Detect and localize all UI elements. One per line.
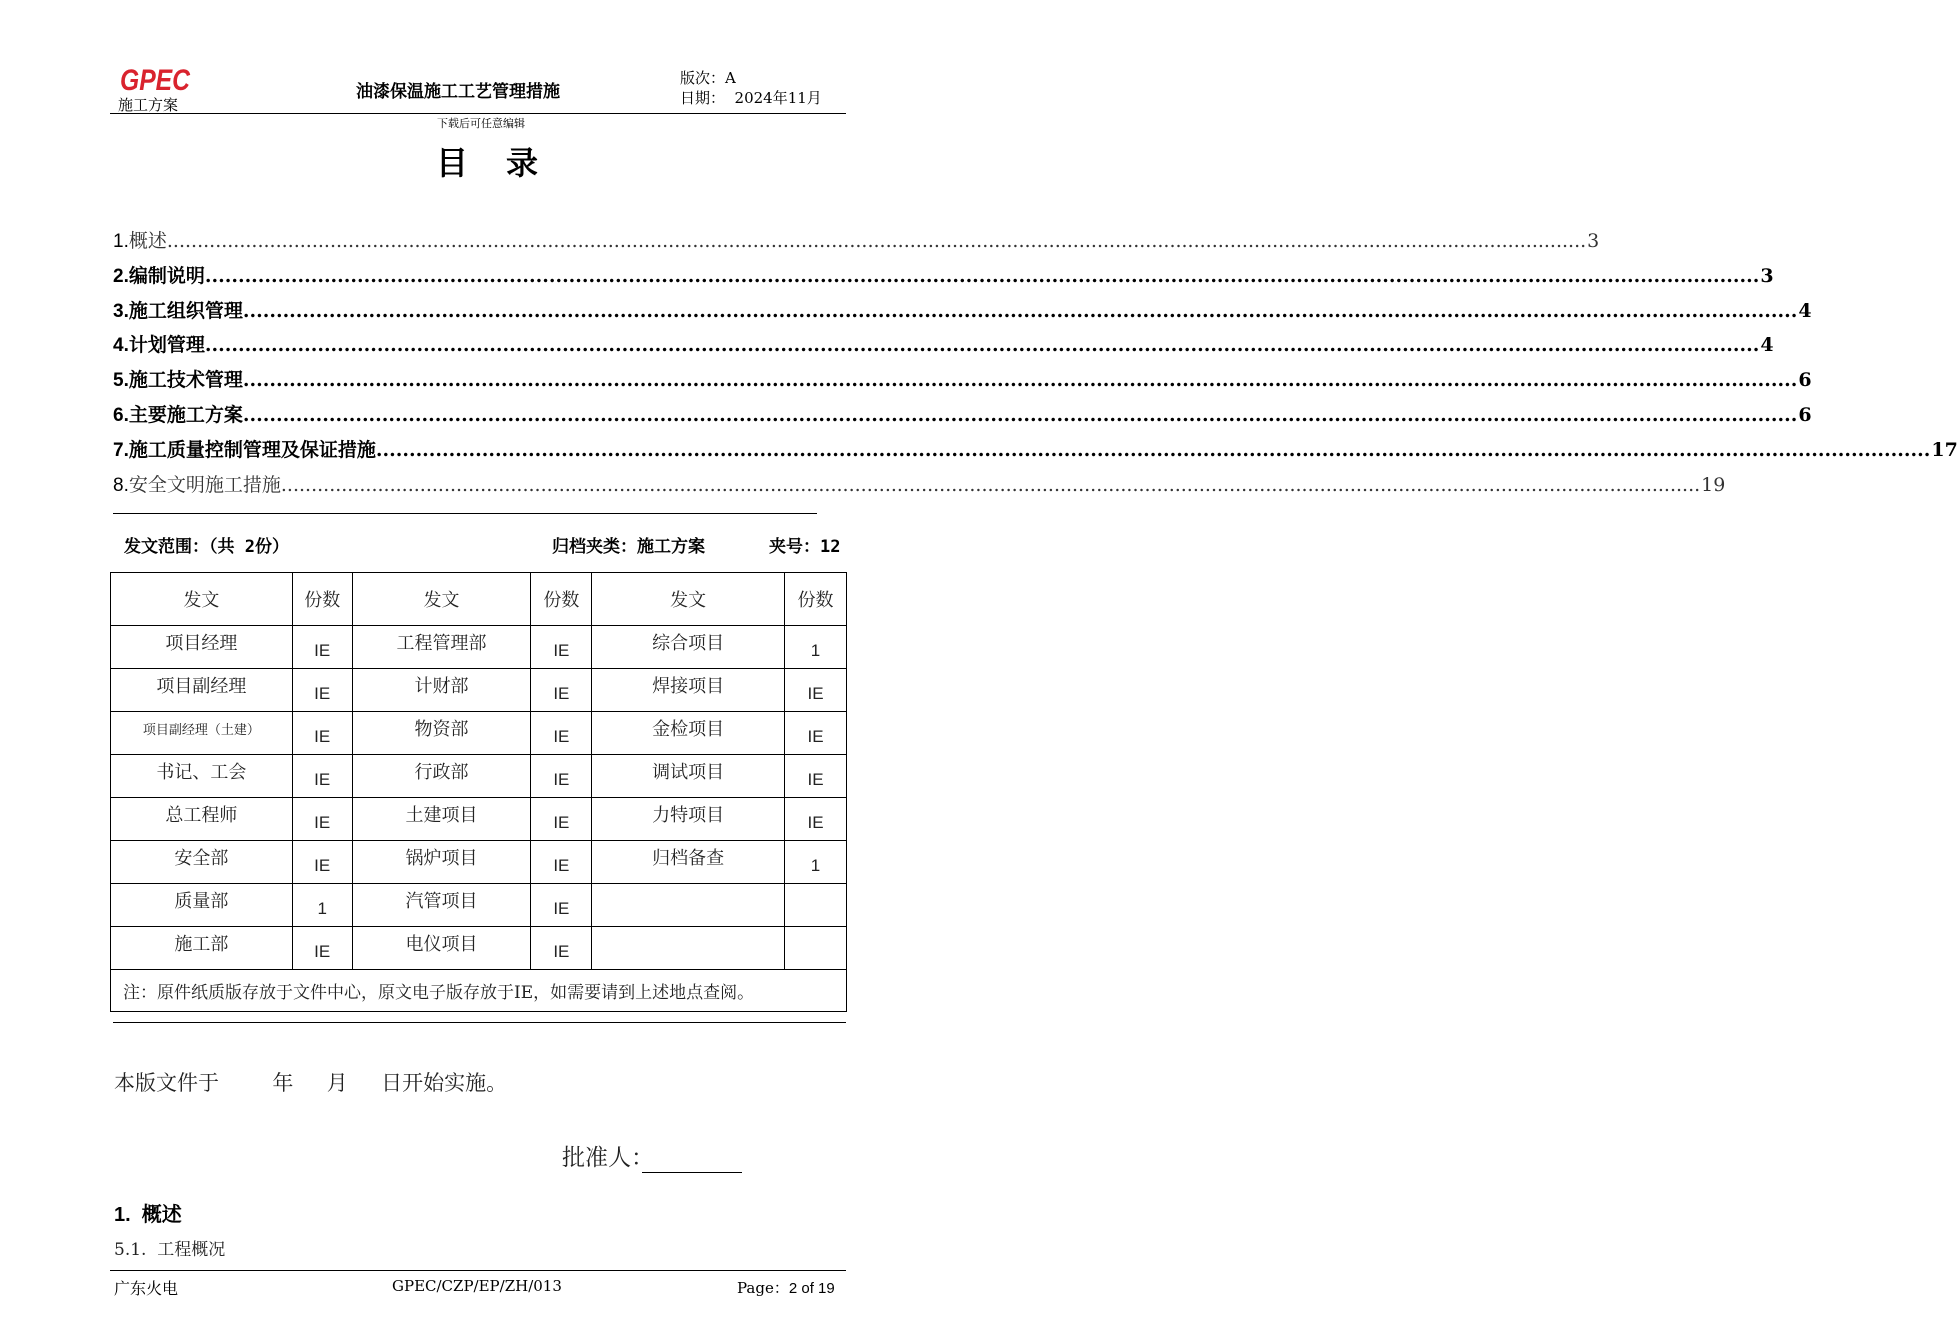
count-cell: IE [531,712,592,755]
table-row [111,927,847,970]
count-cell: IE [531,626,592,669]
count-cell: IE [785,669,847,712]
toc-number: 7. [113,439,129,461]
recipient-cell: 施工部 [111,927,293,970]
page-label: Page： [737,1279,789,1297]
count-cell: IE [292,927,352,970]
toc-leader [376,439,1930,461]
toc-page: 17 [1931,438,1958,461]
count-cell: IE [531,884,592,927]
toc-leader [243,404,1797,426]
toc-page: 6 [1798,369,1812,392]
date-label: 日期： 2024年11月 [680,89,822,107]
toc-label: 安全文明施工措施 [128,473,281,496]
page-number: 2 of 19 [788,1280,835,1297]
footer-company: 广东火电 [114,1279,179,1298]
version-label: 版次：A [680,69,736,87]
version-info [680,68,822,108]
toc-title: 目录 [436,144,577,182]
recipient-cell [592,884,785,927]
recipient-cell: 土建项目 [352,798,531,841]
toc-page: 19 [1701,473,1726,496]
approver-label: 批准人： [562,1145,654,1171]
toc-label: 施工组织管理 [128,299,243,322]
archive-category: 归档夹类：施工方案 [552,537,705,557]
count-cell: IE [531,755,592,798]
toc-item[interactable] [113,365,1812,400]
recipient-cell: 计财部 [352,669,531,712]
count-cell: IE [785,712,847,755]
count-cell: 1 [785,841,847,884]
header-cell: 份数 [531,573,592,626]
toc-label: 主要施工方案 [128,403,243,426]
table-row [111,755,847,798]
download-note: 下载后可任意编辑 [437,117,525,130]
toc-number: 3. [113,300,129,322]
header-cell: 发文 [111,573,293,626]
count-cell: IE [531,927,592,970]
footer-divider [110,1270,846,1271]
recipient-cell: 工程管理部 [352,626,531,669]
toc-number: 8. [113,474,129,496]
recipient-cell: 锅炉项目 [352,841,531,884]
recipient-cell: 项目副经理（土建） [111,712,293,755]
table-note-row [111,970,847,1012]
toc-item[interactable] [113,435,1958,470]
table-row [111,626,847,669]
recipient-cell: 质量部 [111,884,293,927]
toc-item[interactable] [113,330,1774,365]
count-cell: IE [785,798,847,841]
count-cell: 1 [785,626,847,669]
table-row [111,798,847,841]
count-cell: IE [292,798,352,841]
recipient-cell: 书记、工会 [111,755,293,798]
distribution-table [110,572,847,1012]
gpec-logo [118,64,193,97]
toc-item[interactable] [113,226,1600,261]
implementation-date-line: 本版文件于 年 月 日开始实施。 [114,1071,508,1095]
toc-label: 概述 [128,230,167,252]
toc-number: 2. [113,265,129,287]
recipient-cell: 电仪项目 [352,927,531,970]
table-row [111,884,847,927]
recipient-cell: 安全部 [111,841,293,884]
recipient-cell: 项目经理 [111,626,293,669]
header-cell: 份数 [785,573,847,626]
recipient-cell [592,927,785,970]
toc-item[interactable] [113,400,1812,435]
header-cell: 发文 [592,573,785,626]
count-cell: IE [292,626,352,669]
toc-leader [205,334,1759,356]
recipient-cell: 行政部 [352,755,531,798]
logo-subtitle: 施工方案 [118,96,179,114]
recipient-cell: 综合项目 [592,626,785,669]
footer-page [737,1277,835,1298]
count-cell: IE [292,841,352,884]
recipient-cell: 调试项目 [592,755,785,798]
recipient-cell: 力特项目 [592,798,785,841]
toc-page: 4 [1760,334,1774,357]
toc-leader [205,265,1759,287]
table-row [111,669,847,712]
header-cell: 发文 [352,573,531,626]
toc-number: 1. [113,231,129,252]
toc-label: 施工技术管理 [128,369,243,392]
toc-leader [243,300,1797,322]
recipient-cell: 项目副经理 [111,669,293,712]
recipient-cell: 汽管项目 [352,884,531,927]
toc-number: 4. [113,335,129,357]
distribution-scope: 发文范围：（共 2份） [124,537,289,557]
count-cell [785,884,847,927]
section-heading: 1. 概述 [114,1204,182,1226]
document-title: 油漆保温施工工艺管理措施 [356,82,560,102]
count-cell [785,927,847,970]
table-row [111,712,847,755]
recipient-cell: 总工程师 [111,798,293,841]
table-header-row [111,573,847,626]
toc-page: 3 [1587,230,1600,252]
subsection-heading: 5.1. 工程概况 [114,1240,226,1260]
toc-page: 4 [1798,299,1812,322]
toc-label: 计划管理 [128,334,205,357]
count-cell: IE [292,669,352,712]
logo-text: GPEC [120,64,192,97]
recipient-cell: 焊接项目 [592,669,785,712]
recipient-cell: 归档备查 [592,841,785,884]
table-row [111,841,847,884]
count-cell: IE [785,755,847,798]
approver-signature-line[interactable] [642,1172,742,1173]
toc-page: 6 [1798,403,1812,426]
count-cell: IE [292,755,352,798]
toc-leader [281,474,1700,496]
count-cell: IE [531,669,592,712]
toc-number: 5. [113,370,129,392]
recipient-cell: 金检项目 [592,712,785,755]
recipient-cell: 物资部 [352,712,531,755]
table-note: 注：原件纸质版存放于文件中心，原文电子版存放于IE，如需要请到上述地点查阅。 [111,970,847,1012]
clip-number: 夹号：12 [769,537,841,557]
toc-item[interactable] [113,261,1774,296]
header-cell: 份数 [292,573,352,626]
toc-item[interactable] [113,296,1812,331]
toc-divider [113,513,817,514]
toc-label: 施工质量控制管理及保证措施 [128,438,376,461]
table-divider [113,1022,846,1023]
count-cell: IE [531,798,592,841]
count-cell: IE [292,712,352,755]
count-cell: 1 [292,884,352,927]
toc-page: 3 [1760,264,1774,287]
toc-item[interactable] [113,470,1726,505]
header-divider [110,113,846,114]
toc-leader [167,230,1586,252]
table-of-contents [113,226,1958,504]
toc-number: 6. [113,404,129,426]
count-cell: IE [531,841,592,884]
toc-leader [243,369,1797,391]
toc-label: 编制说明 [128,264,205,287]
footer-doc-code: GPEC/CZP/EP/ZH/013 [392,1277,562,1295]
